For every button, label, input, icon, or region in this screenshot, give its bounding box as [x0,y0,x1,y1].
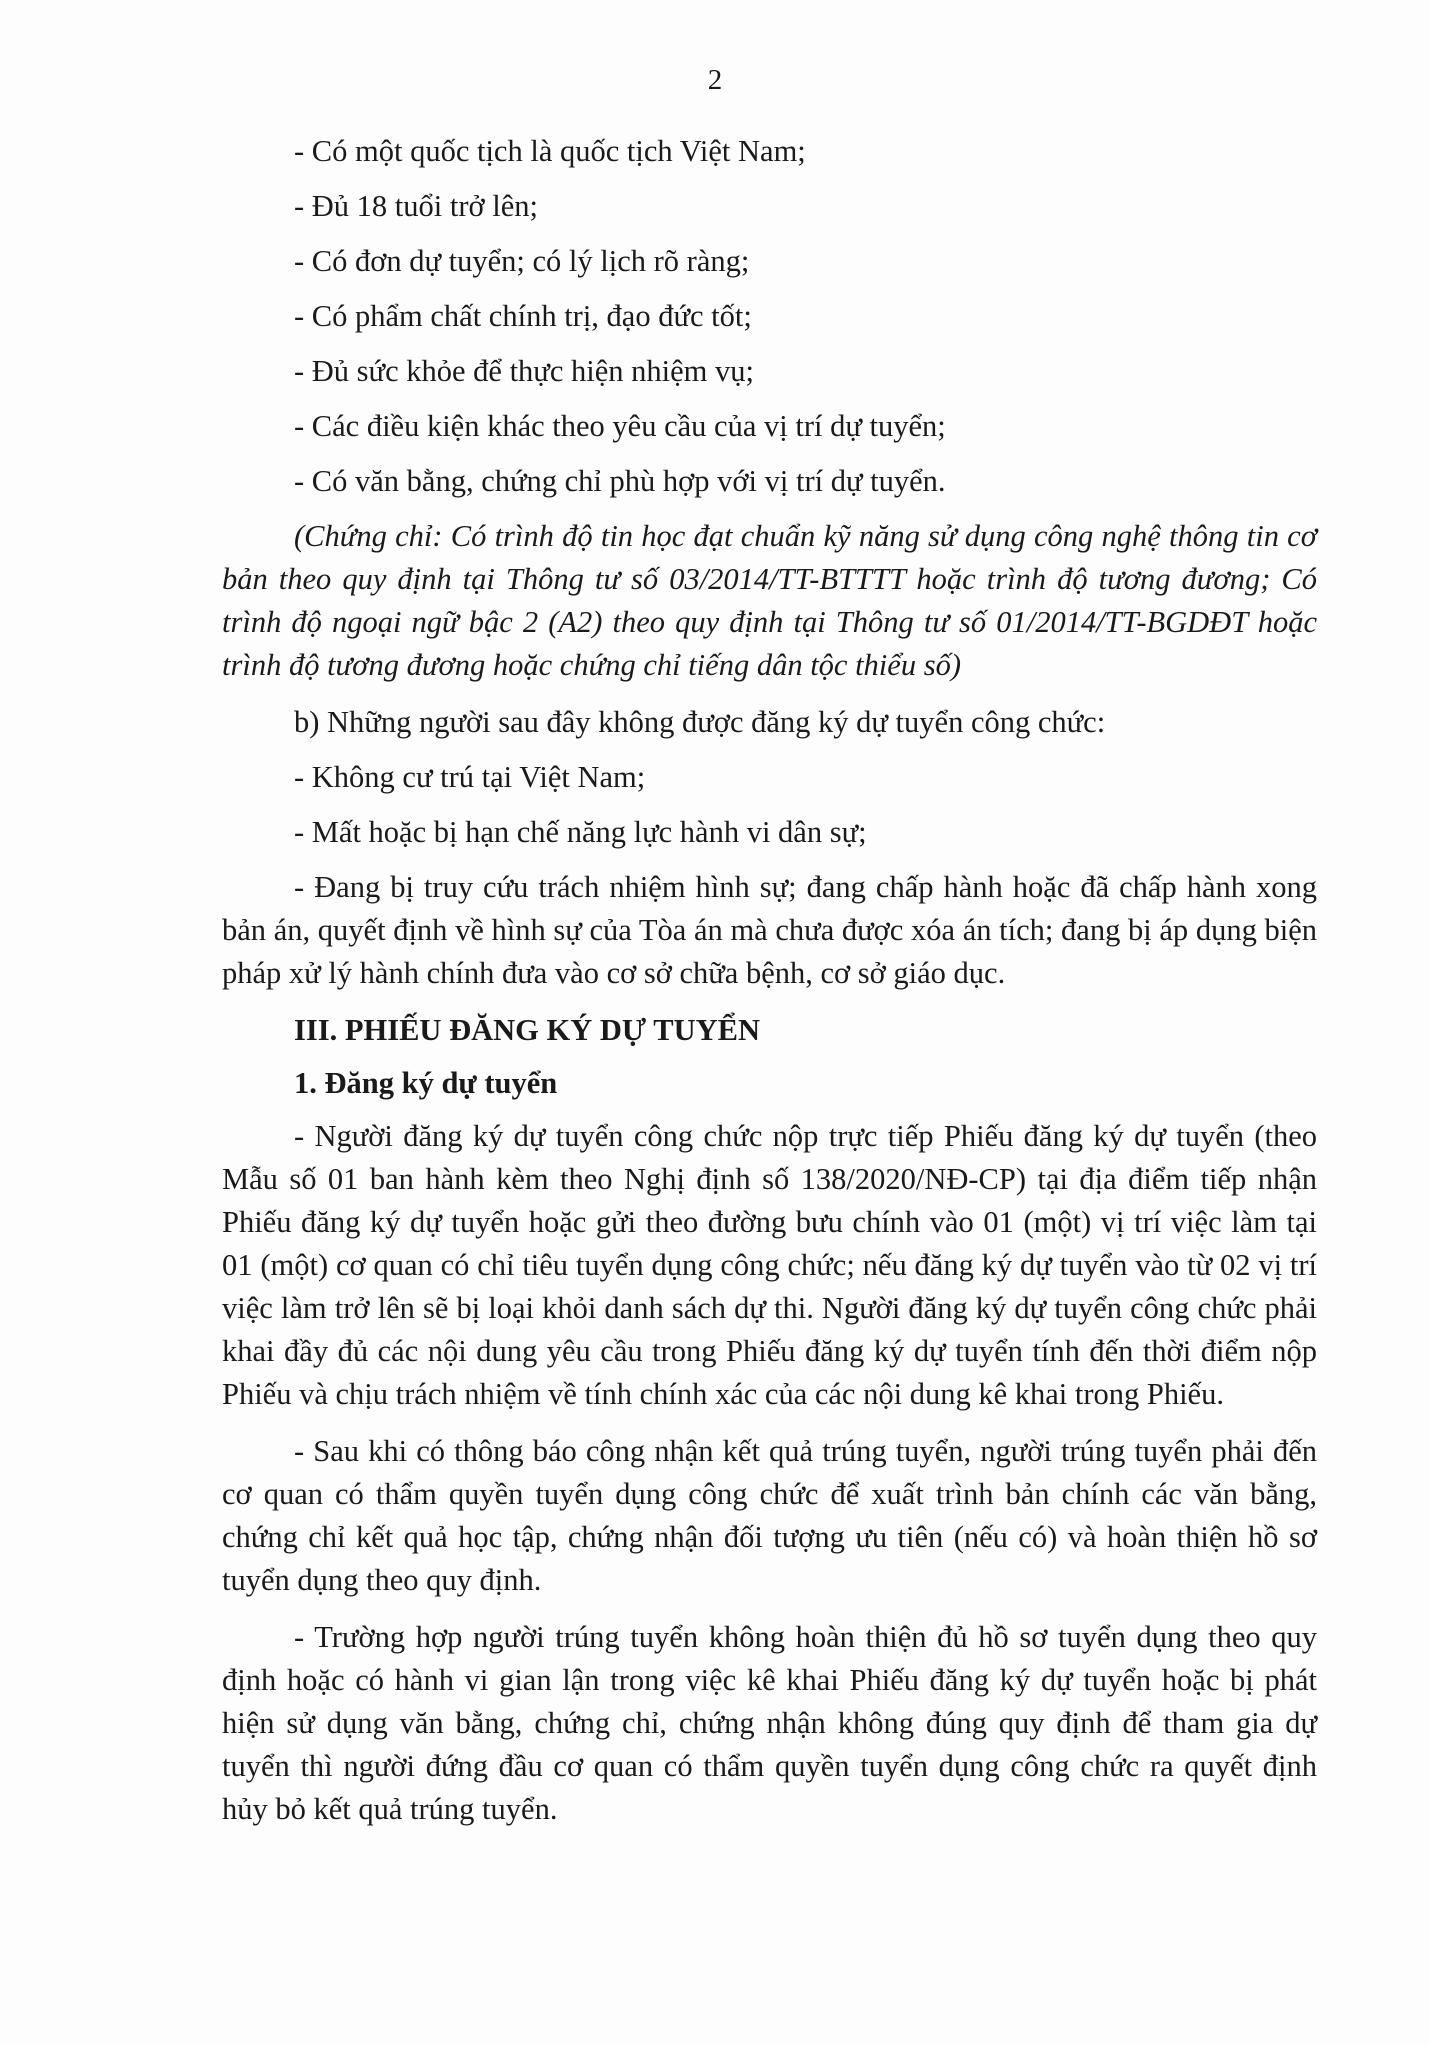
ineligible-intro: b) Những người sau đây không được đăng ký dự tuyển công chức: [294,705,1106,739]
condition-item: - Đủ 18 tuổi trở lên; [294,189,538,223]
ineligible-item: - Không cư trú tại Việt Nam; [294,760,646,794]
condition-item: - Đủ sức khỏe để thực hiện nhiệm vụ; [294,354,754,388]
ineligible-item: - Mất hoặc bị hạn chế năng lực hành vi dân sự; [294,815,867,849]
condition-item: - Có phẩm chất chính trị, đạo đức tốt; [294,299,752,333]
ineligible-item-long: - Đang bị truy cứu trách nhiệm hình sự; đang chấp hành hoặc đã chấp hành xong bản án, quyết định về hình sự của Tòa án mà chưa được xóa án tích; đang bị áp dụng biện pháp xử lý hành chính đưa vào cơ sở chữa bệnh, cơ sở giáo dục. [222,870,1317,990]
condition-item: - Có văn bằng, chứng chỉ phù hợp với vị trí dự tuyển. [294,464,946,498]
subsection-heading: 1. Đăng ký dự tuyển [294,1066,558,1100]
condition-item: - Các điều kiện khác theo yêu cầu của vị trí dự tuyển; [294,409,946,443]
page-number: 2 [707,64,723,96]
condition-item: - Có một quốc tịch là quốc tịch Việt Nam; [294,134,806,168]
certificate-note: (Chứng chỉ: Có trình độ tin học đạt chuẩn kỹ năng sử dụng công nghệ thông tin cơ bản theo quy định tại Thông tư số 03/2014/TT-BTTTT hoặc trình độ tương đương; Có trình độ ngoại ngữ bậc 2 (A2) theo quy định tại Thông tư số 01/2014/TT-BGDĐT hoặc trình độ tương đương hoặc chứng chỉ tiếng dân tộc thiểu số) [222,519,1317,682]
section-heading: III. PHIẾU ĐĂNG KÝ DỰ TUYỂN [294,1013,761,1047]
document-body [222,130,1317,1845]
body-paragraph: - Trường hợp người trúng tuyển không hoàn thiện đủ hồ sơ tuyển dụng theo quy định hoặc có hành vi gian lận trong việc kê khai Phiếu đăng ký dự tuyển hoặc bị phát hiện sử dụng văn bằng, chứng chỉ, chứng nhận không đúng quy định để tham gia dự tuyển thì người đứng đầu cơ quan có thẩm quyền tuyển dụng công chức ra quyết định hủy bỏ kết quả trúng tuyển. [222,1620,1317,1826]
body-paragraph: - Người đăng ký dự tuyển công chức nộp trực tiếp Phiếu đăng ký dự tuyển (theo Mẫu số 01 ban hành kèm theo Nghị định số 138/2020/NĐ-CP) tại địa điểm tiếp nhận Phiếu đăng ký dự tuyển hoặc gửi theo đường bưu chính vào 01 (một) vị trí việc làm tại 01 (một) cơ quan có chỉ tiêu tuyển dụng công chức; nếu đăng ký dự tuyển vào từ 02 vị trí việc làm trở lên sẽ bị loại khỏi danh sách dự thi. Người đăng ký dự tuyển công chức phải khai đầy đủ các nội dung yêu cầu trong Phiếu đăng ký dự tuyển tính đến thời điểm nộp Phiếu và chịu trách nhiệm về tính chính xác của các nội dung kê khai trong Phiếu. [222,1119,1317,1411]
condition-item: - Có đơn dự tuyển; có lý lịch rõ ràng; [294,244,750,278]
body-paragraph: - Sau khi có thông báo công nhận kết quả trúng tuyển, người trúng tuyển phải đến cơ quan có thẩm quyền tuyển dụng công chức để xuất trình bản chính các văn bằng, chứng chỉ kết quả học tập, chứng nhận đối tượng ưu tiên (nếu có) và hoàn thiện hồ sơ tuyển dụng theo quy định. [222,1434,1317,1597]
